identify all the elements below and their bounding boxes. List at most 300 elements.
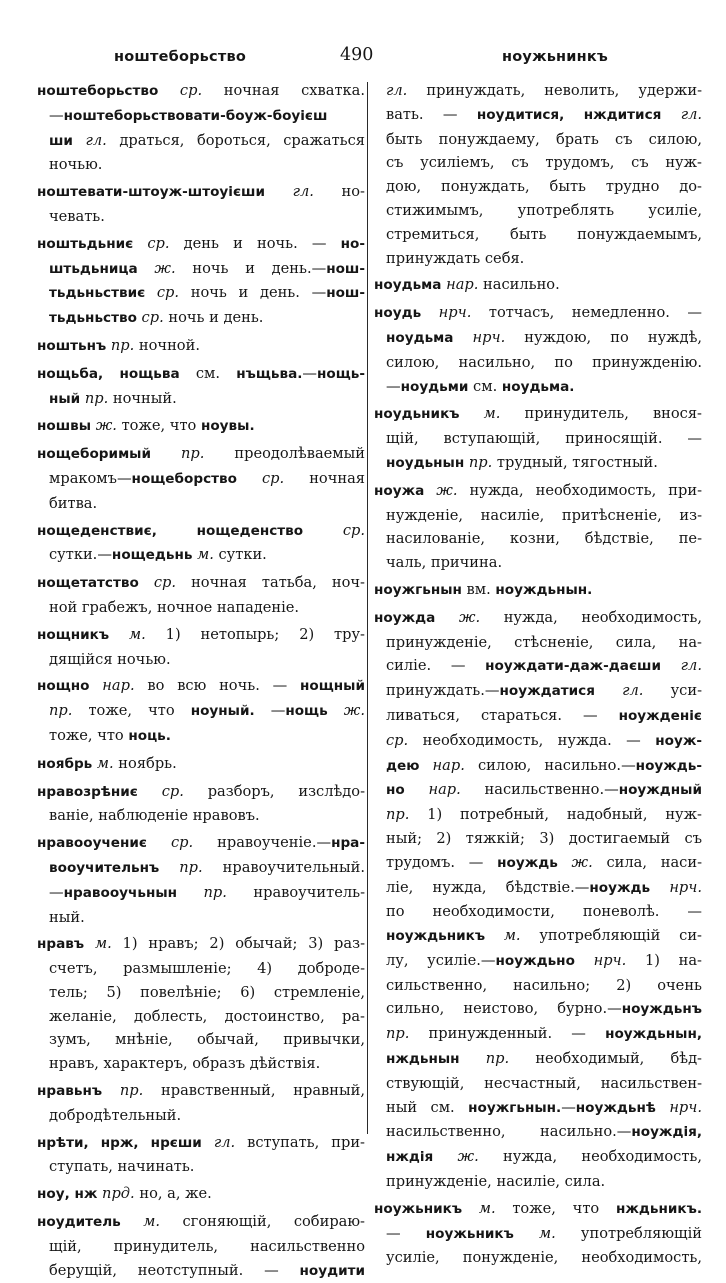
definition-text: сильственно, насильно; 2) очень [386, 976, 702, 994]
definition-text: ночь и день. [163, 309, 264, 327]
grammar-label: нрч. [655, 1098, 702, 1116]
definition-text: быть понуждаему, брать съ силою, [386, 130, 702, 148]
headword: ноужда [374, 609, 436, 626]
dictionary-line [37, 1005, 365, 1029]
definition-text: вм. [461, 580, 496, 598]
grammar-label: ср. [158, 82, 203, 99]
dictionary-line [374, 1047, 702, 1072]
definition-text: нравъ, характеръ, образъ дѣйствія. [49, 1055, 321, 1073]
definition-text: преодолѣваемый [204, 445, 365, 463]
headword: ноудити [299, 1262, 365, 1279]
definition-text: тоже, что [495, 1199, 616, 1217]
definition-text: лу, усиліе.— [386, 951, 496, 969]
grammar-label: пр. [159, 858, 203, 876]
dictionary-line [37, 831, 365, 856]
dictionary-line [37, 881, 365, 906]
dictionary-line [374, 704, 702, 729]
grammar-label: пр. [464, 453, 493, 471]
grammar-label: гл. [72, 131, 107, 149]
definition-text: ночной. [134, 336, 200, 354]
headword: ноуждь [497, 854, 558, 871]
headword: ноуждьнын. [495, 581, 593, 598]
grammar-label: ср. [138, 574, 177, 592]
headword: но [386, 782, 405, 799]
definition-text: — [49, 106, 64, 124]
definition-text: см. [468, 377, 502, 395]
definition-text: употребляющій си- [520, 927, 702, 945]
dictionary-line [37, 334, 365, 359]
headword: нощь- [317, 365, 365, 382]
definition-text: чевать. [49, 207, 105, 225]
headword: нощеборимый [37, 446, 151, 463]
headword: ши [49, 132, 73, 149]
definition-text: насильственно.— [460, 781, 619, 799]
definition-text: силіе. — [386, 657, 486, 675]
headword: нравооучьнын [63, 884, 178, 901]
definition-text: ліе, нужда, бѣдствіе.— [386, 878, 590, 896]
dictionary-line [37, 129, 365, 154]
headword: ноудьникъ [374, 406, 460, 423]
dictionary-line [374, 827, 702, 851]
definition-text: ночью. [49, 156, 103, 174]
definition-text: необходимый, бѣд- [509, 1050, 702, 1068]
dictionary-line [374, 1120, 702, 1145]
grammar-label: нар. [419, 756, 465, 774]
dictionary-line [37, 1131, 365, 1156]
headword: ноудьма [386, 329, 454, 346]
definition-text: день и ночь. — [169, 234, 341, 252]
grammar-label: ср. [146, 834, 194, 852]
definition-text: ный. [49, 908, 85, 926]
headword: нждьнын [386, 1051, 460, 1068]
page-header [30, 45, 702, 75]
definition-text: во всю ночь. — [134, 677, 301, 695]
definition-text: вступать, при- [235, 1133, 365, 1151]
dictionary-line [374, 1022, 702, 1047]
dictionary-line [374, 1197, 702, 1222]
definition-text: насильно. [478, 276, 560, 294]
definition-text: ступать, начинать. [49, 1158, 195, 1176]
grammar-label: ср. [236, 469, 285, 487]
dictionary-line [37, 519, 365, 544]
headword: ноуждь [589, 879, 651, 896]
dictionary-line [37, 414, 365, 439]
grammar-label: ж. [91, 417, 117, 435]
headword: ноудитися, нждитися [476, 106, 662, 123]
grammar-label: м. [84, 935, 112, 953]
definition-text: необходимость, нужда. — [408, 731, 656, 749]
dictionary-line [374, 128, 702, 152]
definition-text: нуждою, по нуждѣ, [505, 328, 703, 346]
dictionary-line [37, 1104, 365, 1128]
definition-text: принудитель, внося- [500, 405, 702, 423]
headword: нждія [386, 1149, 434, 1166]
grammar-label: гл. [594, 682, 644, 700]
dictionary-line [37, 492, 365, 516]
definition-text: ночь и день. — [179, 284, 327, 302]
dictionary-line [37, 957, 365, 981]
definition-text: ваніе, наблюденіе нравовъ. [49, 807, 260, 825]
grammar-label: м. [485, 927, 521, 945]
headword: нощникъ [37, 626, 110, 643]
dictionary-line [374, 223, 702, 247]
headword: но- [340, 235, 365, 252]
headword: ноуждьно [495, 952, 575, 969]
headword: нравъ [37, 936, 85, 953]
definition-text: щій, принудитель, насильственно [49, 1237, 365, 1255]
definition-text: стремиться, быть понуждаемымъ, [386, 225, 702, 243]
dictionary-line [37, 752, 365, 777]
headword: ноудь [374, 305, 422, 322]
dictionary-line [374, 729, 702, 754]
dictionary-line [374, 79, 702, 103]
grammar-label: ж. [424, 481, 458, 499]
headword: ноудьнын [386, 454, 465, 471]
grammar-label: пр. [80, 389, 109, 407]
grammar-label: гл. [264, 183, 314, 201]
definition-text: силою, насильно.— [464, 756, 636, 774]
grammar-label: м. [120, 1213, 160, 1231]
grammar-label: ж. [435, 608, 481, 626]
definition-text: вать. — [386, 105, 477, 123]
grammar-label: пр. [102, 1082, 144, 1100]
grammar-label: прд. [97, 1185, 135, 1203]
definition-text: ливаться, стараться. — [386, 706, 619, 724]
headword: тьдьньствиє [49, 285, 146, 302]
dictionary-line [37, 467, 365, 492]
dictionary-line [37, 442, 365, 467]
headword: ноуж- [655, 732, 702, 749]
dictionary-line [374, 1170, 702, 1194]
dictionary-line [374, 351, 702, 375]
dictionary-line [374, 974, 702, 998]
definition-text: нравоученіе.— [193, 834, 332, 852]
grammar-label: пр. [106, 336, 135, 354]
definition-text: чаль, причина. [386, 554, 503, 572]
definition-text: принуждать.— [386, 682, 500, 700]
headword: ноужгьнын [374, 581, 462, 598]
headword: ноштевати-штоуж-штоуієши [37, 184, 265, 201]
definition-text: сутки. [213, 546, 267, 564]
right-column [374, 79, 702, 1270]
definition-text: уси- [643, 682, 702, 700]
headword: нощный [300, 678, 365, 695]
header-right-headword: ноужьнинкъ [502, 49, 608, 65]
definition-text: тотчасъ, немедленно. — [471, 304, 702, 322]
definition-text: тоже, что [116, 417, 201, 435]
headword: нощеденствиє, нощеденство [37, 522, 304, 539]
headword: нощьба, нощьва [37, 365, 180, 382]
definition-text: принуждать, неволить, удержи- [407, 82, 702, 99]
headword: тьдьньство [49, 310, 137, 327]
headword: ноудитель [37, 1214, 121, 1231]
grammar-label: ср. [145, 284, 180, 302]
grammar-label: м. [92, 754, 114, 772]
headword: ноувы. [200, 418, 255, 435]
definition-text: сила, наси- [592, 853, 703, 871]
headword: ноудьма [374, 277, 442, 294]
definition-text: ствующій, несчастный, насильствен- [386, 1074, 702, 1092]
dictionary-line [374, 504, 702, 528]
headword: нра- [331, 835, 366, 852]
dictionary-line [37, 104, 365, 129]
dictionary-line [37, 205, 365, 229]
definition-text: 1) потребный, надобный, нуж- [409, 806, 702, 824]
definition-text: дою, понуждать, быть трудно до- [386, 178, 702, 196]
headword: штьдьница [49, 260, 138, 277]
definition-text: дящійся ночью. [49, 650, 171, 668]
header-left-headword: ноштеборьство [114, 49, 246, 65]
headword: ноштьдьниє [37, 235, 134, 252]
headword: ноць. [128, 727, 171, 744]
dictionary-line [37, 856, 365, 881]
grammar-label: гл. [660, 657, 702, 675]
dictionary-line [374, 551, 702, 575]
grammar-label: ср. [303, 521, 365, 539]
page-number: 490 [340, 45, 374, 65]
grammar-label: ж. [557, 853, 593, 871]
definition-text: битва. [49, 494, 98, 512]
dictionary-line [374, 851, 702, 876]
definition-text: но, а, же. [134, 1185, 212, 1203]
dictionary-line [374, 103, 702, 128]
dictionary-line [37, 1079, 365, 1104]
dictionary-line [374, 778, 702, 803]
dictionary-line [37, 180, 365, 205]
grammar-label: м. [462, 1199, 496, 1217]
grammar-label: пр. [386, 1025, 410, 1043]
headword: ноудьма. [501, 378, 575, 395]
dictionary-line [374, 175, 702, 199]
definition-text: добродѣтельный. [49, 1106, 182, 1124]
dictionary-line [374, 997, 702, 1022]
grammar-label: гл. [386, 82, 408, 99]
grammar-label: нрч. [574, 951, 627, 969]
definition-text: 1) на- [626, 951, 702, 969]
definition-text: — [254, 702, 286, 720]
grammar-label: нрч. [650, 878, 702, 896]
headword: ноужьникъ [374, 1200, 463, 1217]
dictionary-line [374, 654, 702, 679]
dictionary-line [37, 724, 365, 749]
dictionary-line [37, 387, 365, 412]
dictionary-line [374, 631, 702, 655]
dictionary-line [37, 257, 365, 282]
headword: нощетатство [37, 575, 139, 592]
headword: нравозрѣниє [37, 783, 138, 800]
dictionary-line [374, 606, 702, 631]
grammar-label: ср. [136, 309, 164, 327]
definition-text: драться, бороться, сражаться [106, 131, 365, 149]
headword: ноштьнъ [37, 337, 107, 354]
headword: нощь [285, 703, 328, 720]
definition-text: принужденіе, стѣсненіе, сила, на- [386, 633, 702, 651]
dictionary-line [37, 571, 365, 596]
definition-text: нужда, необходимость, [478, 1148, 702, 1166]
definition-text: по необходимости, поневолѣ. — [386, 903, 702, 921]
definition-text: ный; 2) тяжкій; 3) достигаемый съ [386, 829, 702, 847]
headword: ноужа [374, 482, 425, 499]
grammar-label: нар. [89, 677, 135, 695]
headword: дею [386, 757, 420, 774]
dictionary-line [37, 906, 365, 930]
grammar-label: нар. [441, 276, 479, 294]
dictionary-line [374, 876, 702, 901]
dictionary-line [37, 648, 365, 672]
headword: ношвы [37, 418, 92, 435]
grammar-label: пр. [386, 806, 410, 824]
headword: нощеборство [131, 470, 237, 487]
headword: ноуный. [190, 703, 255, 720]
headword: ноуждатися [499, 683, 595, 700]
definition-text: тоже, что [49, 726, 129, 744]
grammar-label: ср. [386, 731, 409, 749]
grammar-label: ср. [133, 234, 170, 252]
headword: нъщьва. [236, 365, 303, 382]
dictionary-line [374, 1096, 702, 1121]
grammar-label: нрч. [421, 304, 472, 322]
definition-text: стижимымъ, употреблять усиліе, [386, 201, 702, 219]
headword: ноуждь- [635, 757, 703, 774]
dictionary-line [374, 1072, 702, 1096]
dictionary-line [374, 1222, 702, 1247]
dictionary-line [374, 402, 702, 427]
dictionary-line [37, 232, 365, 257]
headword: ноужьникъ [425, 1225, 514, 1242]
definition-text: разборъ, изслѣдо- [183, 782, 365, 800]
left-column [37, 79, 365, 1283]
headword: нош- [326, 285, 365, 302]
grammar-label: м. [459, 405, 501, 423]
definition-text: 1) нравъ; 2) обычай; 3) раз- [111, 935, 365, 953]
definition-text: но- [313, 183, 365, 201]
dictionary-line [374, 273, 702, 298]
dictionary-line [37, 932, 365, 957]
headword: нош- [326, 260, 365, 277]
dictionary-line [374, 578, 702, 603]
headword: нощедьнь [111, 547, 193, 564]
dictionary-line [374, 803, 702, 827]
definition-text: ной грабежъ, ночное нападеніе. [49, 598, 300, 616]
definition-text: нравоучитель- [226, 883, 365, 901]
definition-text: — [49, 883, 64, 901]
grammar-label: ср. [137, 782, 184, 800]
definition-text: трудный, тягостный. [492, 453, 658, 471]
definition-text: ный см. [386, 1098, 469, 1116]
definition-text: принужденіе, насиліе, сила. [386, 1173, 606, 1191]
dictionary-line [374, 427, 702, 451]
dictionary-line [37, 1210, 365, 1235]
dictionary-line [37, 804, 365, 828]
grammar-label: м. [513, 1224, 556, 1242]
dictionary-line [374, 949, 702, 974]
grammar-label: пр. [151, 445, 205, 463]
dictionary-line [374, 1145, 702, 1170]
headword: ноштеборьствовати-боуж-боуієш [63, 107, 328, 124]
dictionary-line [37, 543, 365, 568]
definition-text: — [302, 364, 317, 382]
definition-text: принуждать себя. [386, 249, 525, 267]
definition-text: насильственно, насильно.— [386, 1123, 632, 1141]
dictionary-line [37, 79, 365, 104]
definition-text: щій, вступающій, приносящій. — [386, 430, 702, 448]
column-divider [367, 82, 368, 1134]
definition-text: — [386, 1224, 426, 1242]
grammar-label: ж. [137, 259, 176, 277]
definition-text: сгоняющій, собираю- [160, 1213, 365, 1231]
definition-text: принужденный. — [409, 1025, 606, 1043]
dictionary-line [374, 247, 702, 271]
definition-text: тоже, что [72, 702, 191, 720]
dictionary-line [374, 1246, 702, 1270]
definition-text: зумъ, мнѣніе, обычай, привычки, [49, 1031, 365, 1049]
headword: нрѣти, нрж, нрєши [37, 1134, 202, 1151]
definition-text: — [386, 377, 401, 395]
headword: ноябрь [37, 755, 93, 772]
definition-text: нужда, необходимость, [480, 608, 702, 626]
dictionary-line [37, 699, 365, 724]
definition-text: тель; 5) повелѣніе; 6) стремленіе, [49, 983, 365, 1001]
headword: ноштеборьство [37, 83, 159, 99]
grammar-label: нрч. [453, 328, 506, 346]
definition-text: нравоучительный. [202, 858, 365, 876]
definition-text: — [561, 1098, 576, 1116]
grammar-label: ж. [327, 702, 365, 720]
headword: ноу, нж [37, 1186, 98, 1203]
definition-text: ночная [284, 469, 366, 487]
definition-text: употребляющій [555, 1224, 702, 1242]
headword: нравьнъ [37, 1083, 103, 1100]
dictionary-line [37, 362, 365, 387]
definition-text: счетъ, размышленіе; 4) доброде- [49, 960, 365, 978]
headword: ноуждати-даж-даєши [485, 658, 661, 675]
definition-text: насилованіе, козни, бѣдствіе, пе- [386, 530, 702, 548]
headword: ноуждьнѣ [575, 1099, 656, 1116]
definition-text: сильно, неистово, бурно.— [386, 1000, 622, 1018]
dictionary-line [37, 674, 365, 699]
dictionary-line [374, 451, 702, 476]
dictionary-line [374, 679, 702, 704]
headword: нждьникъ. [615, 1200, 702, 1217]
headword: ноужденіє [618, 707, 702, 724]
headword: ноуждный [618, 782, 702, 799]
grammar-label: нар. [404, 781, 461, 799]
headword: ноужгьнын. [468, 1099, 562, 1116]
grammar-label: пр. [49, 702, 73, 720]
dictionary-line [37, 281, 365, 306]
dictionary-line [374, 527, 702, 551]
definition-text: трудомъ. — [386, 853, 498, 871]
definition-text: 1) нетопырь; 2) тру- [145, 625, 365, 643]
headword: ноуждьнын, [605, 1026, 702, 1043]
definition-text: желаніе, доблесть, достоинство, ра- [49, 1007, 365, 1025]
grammar-label: пр. [459, 1050, 510, 1068]
definition-text: нужденіе, насиліе, притѣсненіе, из- [386, 506, 702, 524]
definition-text: ночь и день.— [175, 259, 327, 277]
dictionary-line [37, 1052, 365, 1076]
dictionary-line [37, 1028, 365, 1052]
dictionary-line [37, 981, 365, 1005]
dictionary-line [37, 1259, 365, 1283]
definition-text: сутки.— [49, 546, 112, 564]
dictionary-line [374, 375, 702, 400]
dictionary-line [37, 596, 365, 620]
definition-text: ночная татьба, ноч- [176, 574, 365, 592]
dictionary-line [374, 199, 702, 223]
headword: нравооучениє [37, 835, 147, 852]
definition-text: см. [179, 364, 237, 382]
dictionary-line [37, 1155, 365, 1179]
